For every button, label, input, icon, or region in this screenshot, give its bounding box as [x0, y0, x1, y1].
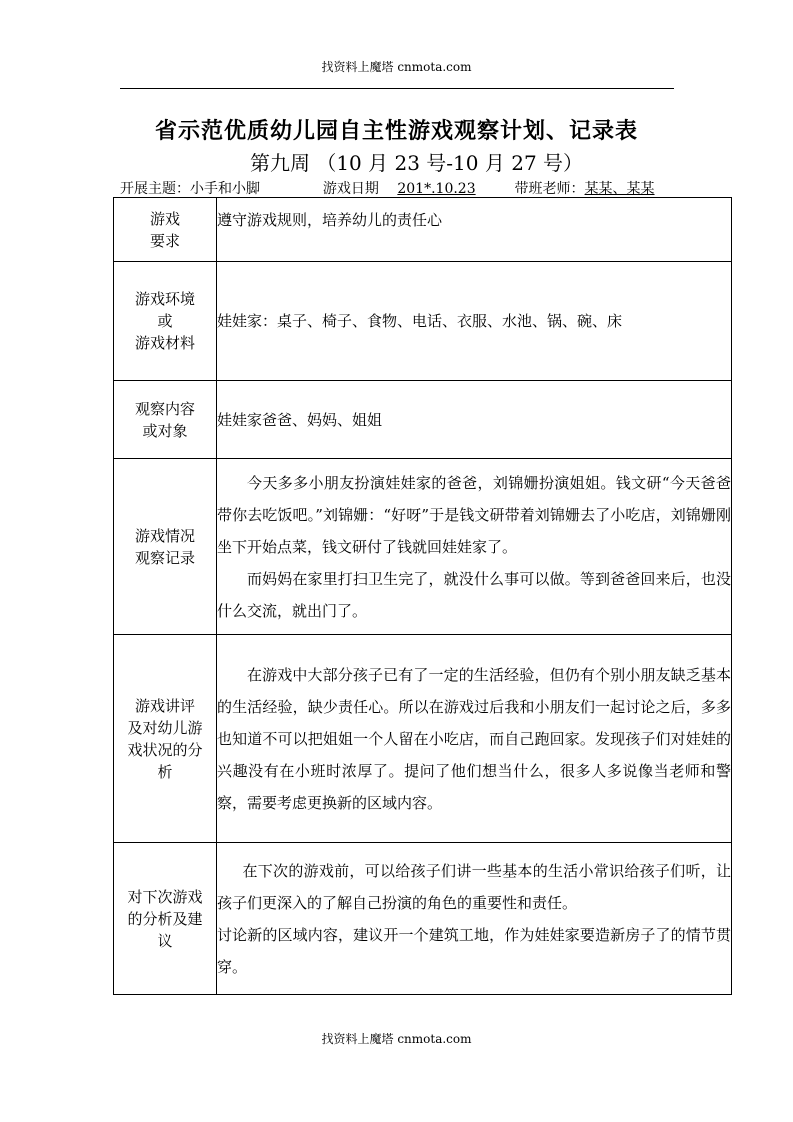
paragraph: 而妈妈在家里打扫卫生完了，就没什么事可以做。等到爸爸回来后，也没什么交流，就出门了。 [217, 569, 731, 620]
row-label [114, 459, 217, 635]
row-content [217, 198, 732, 262]
row-content [217, 843, 732, 995]
row-label-text: 观察内容 或对象 [134, 399, 195, 440]
document-title: 省示范优质幼儿园自主性游戏观察计划、记录表 [154, 118, 638, 144]
row-label [114, 635, 217, 843]
row-label [114, 381, 217, 459]
week-subtitle: 第九周 （10 月 23 号-10 月 27 号） [249, 151, 584, 175]
page-header: 找资料上魔塔 cnmota.com [321, 60, 472, 74]
page-footer: 找资料上魔塔 cnmota.com [321, 1032, 472, 1046]
date-value: 201*.10.23 [397, 181, 476, 197]
row-label-text: 游戏讲评 及对幼儿游 戏状况的分 析 [127, 696, 203, 781]
teacher-label: 带班老师： [514, 181, 585, 197]
theme-value: 小手和小脚 [190, 181, 260, 197]
header-divider [120, 88, 674, 89]
table-row [114, 381, 732, 459]
row-content [217, 635, 732, 843]
row-label-text: 对下次游戏 的分析及建 议 [127, 887, 203, 950]
paragraph: 在下次的游戏前，可以给孩子们讲一些基本的生活小常识给孩子们听，让孩子们更深入的了解自己扮演的角色的重要性和责任。 [217, 861, 731, 912]
paragraph: 在游戏中大部分孩子已有了一定的生活经验，但仍有个别小朋友缺乏基本的生活经验，缺少责任心。所以在游戏过后我和小朋友们一起讨论之后，多多也知道不可以把姐姐一个人留在小吃店，而自己跑回家。发现孩子们对娃娃的兴趣没有在小班时浓厚了。提问了他们想当什么，很多人多说像当老师和警察，需要考虑更换新的区域内容。 [217, 665, 731, 812]
meta-line [120, 178, 655, 198]
row-content [217, 381, 732, 459]
row-label-text: 游戏环境 或 游戏材料 [134, 290, 195, 352]
paragraph: 遵守游戏规则，培养幼儿的责任心 [217, 211, 443, 229]
date-label: 游戏日期 [322, 181, 379, 197]
row-label [114, 262, 217, 381]
table-row [114, 843, 732, 995]
paragraph: 娃娃家：桌子、椅子、食物、电话、衣服、水池、锅、碗、床 [217, 312, 623, 330]
row-label-text: 游戏情况 观察记录 [134, 526, 195, 567]
table-row [114, 635, 732, 843]
row-label [114, 198, 217, 262]
row-content [217, 262, 732, 381]
paragraph: 讨论新的区域内容，建议开一个建筑工地，作为娃娃家要造新房子了的情节贯穿。 [217, 925, 731, 976]
observation-table [113, 197, 732, 995]
table-row [114, 459, 732, 635]
theme-label: 开展主题： [120, 181, 190, 197]
row-label [114, 843, 217, 995]
teacher-value: 某某、某某 [584, 181, 655, 197]
paragraph: 今天多多小朋友扮演娃娃家的爸爸，刘锦姗扮演姐姐。钱文研“今天爸爸带你去吃饭吧。”刘锦姗：“好呀”于是钱文研带着刘锦姗去了小吃店，刘锦姗刚坐下开始点菜，钱文研付了钱就回娃娃家了。 [217, 473, 731, 556]
table-row [114, 198, 732, 262]
row-content [217, 459, 732, 635]
table-row [114, 262, 732, 381]
row-label-text: 游戏 要求 [149, 209, 180, 250]
paragraph: 娃娃家爸爸、妈妈、姐姐 [217, 410, 383, 429]
